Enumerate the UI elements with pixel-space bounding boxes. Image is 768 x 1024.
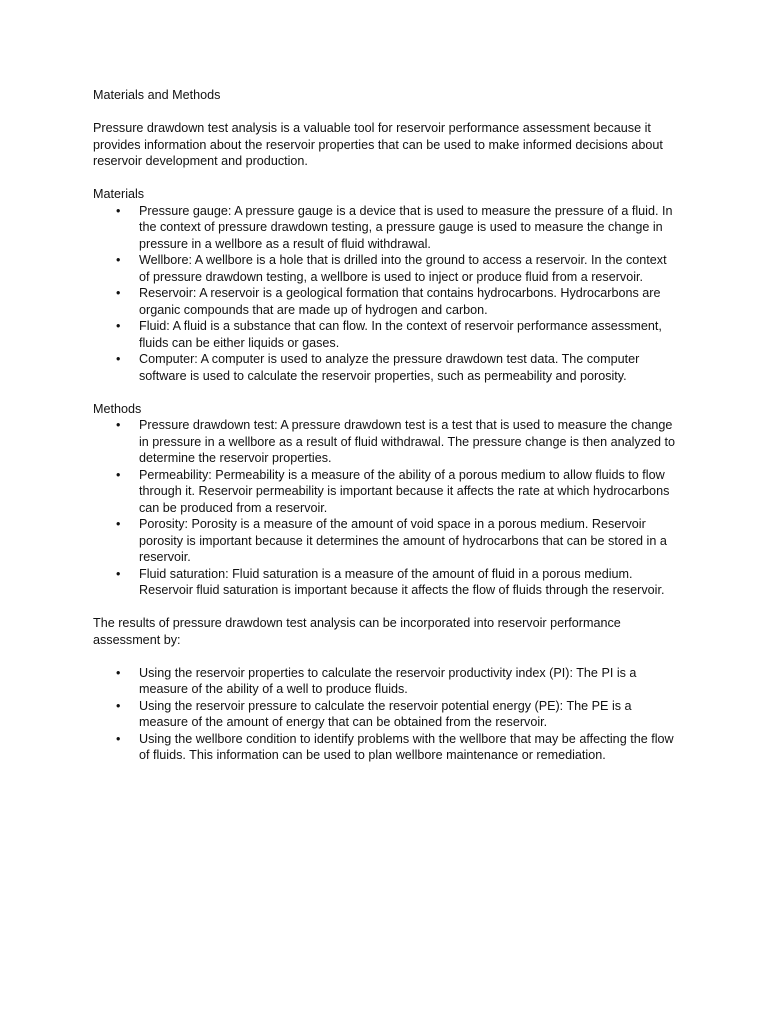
bullet-icon: • — [116, 418, 121, 432]
bullet-icon: • — [116, 352, 121, 366]
bullet-icon: • — [116, 286, 121, 300]
methods-heading: Methods — [93, 401, 142, 416]
results-list — [93, 665, 678, 764]
list-item-text: Using the reservoir properties to calculate the reservoir productivity index (PI): The PI is a measure of the ability of a well to produce fluids. — [139, 665, 637, 696]
list-item — [93, 417, 678, 467]
list-item — [93, 731, 678, 764]
bullet-icon: • — [116, 665, 121, 680]
spacer — [93, 384, 678, 401]
list-item-text: Reservoir: A reservoir is a geological formation that contains hydrocarbons. Hydrocarbons are organic compounds that are made up of hydrogen and carbon. — [139, 286, 661, 317]
list-item — [93, 698, 678, 731]
list-item — [93, 665, 678, 698]
bullet-icon: • — [116, 203, 121, 218]
document-page — [93, 87, 678, 764]
bullet-icon: • — [116, 253, 121, 267]
spacer — [93, 104, 678, 121]
list-item — [93, 516, 678, 566]
methods-list — [93, 417, 678, 599]
spacer — [93, 648, 678, 665]
list-item-text: Computer: A computer is used to analyze the pressure drawdown test data. The computer software is used to calculate the reservoir properties, such as permeability and porosity. — [139, 352, 640, 383]
materials-list — [93, 203, 678, 385]
list-item-text: Porosity: Porosity is a measure of the amount of void space in a porous medium. Reservoir porosity is important because it determines the amount of hydrocarbons that can be stored in a reservoir. — [139, 517, 667, 564]
document-title: Materials and Methods — [93, 88, 221, 102]
list-item — [93, 285, 678, 318]
list-item-text: Permeability: Permeability is a measure of the ability of a porous medium to allow fluids to flow through it. Reservoir permeability is important because it affects the rate at which hydrocarbons can be produced from a reservoir. — [139, 467, 670, 515]
bullet-icon: • — [116, 319, 121, 333]
intro-paragraph: Pressure drawdown test analysis is a valuable tool for reservoir performance assessment because it provides information about the reservoir properties that can be used to make informed decisions about reservoir development and production. — [93, 121, 663, 168]
list-item-text: Using the wellbore condition to identify problems with the wellbore that may be affecting the flow of fluids. This information can be used to plan wellbore maintenance or remediation. — [139, 731, 674, 762]
bullet-icon: • — [116, 731, 121, 746]
spacer — [93, 170, 678, 187]
list-item — [93, 203, 678, 253]
list-item-text: Pressure drawdown test: A pressure drawdown test is a test that is used to measure the change in pressure in a wellbore as a result of fluid withdrawal. The pressure change is then analyzed to determine the reservoir properties. — [139, 418, 675, 465]
list-item-text: Pressure gauge: A pressure gauge is a device that is used to measure the pressure of a fluid. In the context of pressure drawdown testing, a pressure gauge is used to measure the change in pressure in a wellbore as a result of fluid withdrawal. — [139, 203, 673, 251]
list-item-text: Fluid: A fluid is a substance that can flow. In the context of reservoir performance assessment, fluids can be either liquids or gases. — [139, 319, 662, 350]
list-item — [93, 252, 678, 285]
list-item — [93, 566, 678, 599]
bullet-icon: • — [116, 698, 121, 713]
bullet-icon: • — [116, 517, 121, 531]
bullet-icon: • — [116, 467, 121, 482]
list-item — [93, 351, 678, 384]
materials-heading: Materials — [93, 187, 145, 201]
bullet-icon: • — [116, 566, 121, 581]
results-intro-paragraph: The results of pressure drawdown test analysis can be incorporated into reservoir performance assessment by: — [93, 616, 621, 647]
list-item — [93, 318, 678, 351]
list-item — [93, 467, 678, 517]
list-item-text: Fluid saturation: Fluid saturation is a measure of the amount of fluid in a porous medium. Reservoir fluid saturation is important because it affects the flow of fluids through the reservoir. — [139, 566, 665, 597]
list-item-text: Using the reservoir pressure to calculate the reservoir potential energy (PE): The PE is a measure of the amount of energy that can be obtained from the reservoir. — [139, 698, 632, 729]
spacer — [93, 599, 678, 616]
list-item-text: Wellbore: A wellbore is a hole that is drilled into the ground to access a reservoir. In the context of pressure drawdown testing, a wellbore is used to inject or produce fluid from a reservoir. — [139, 253, 667, 284]
